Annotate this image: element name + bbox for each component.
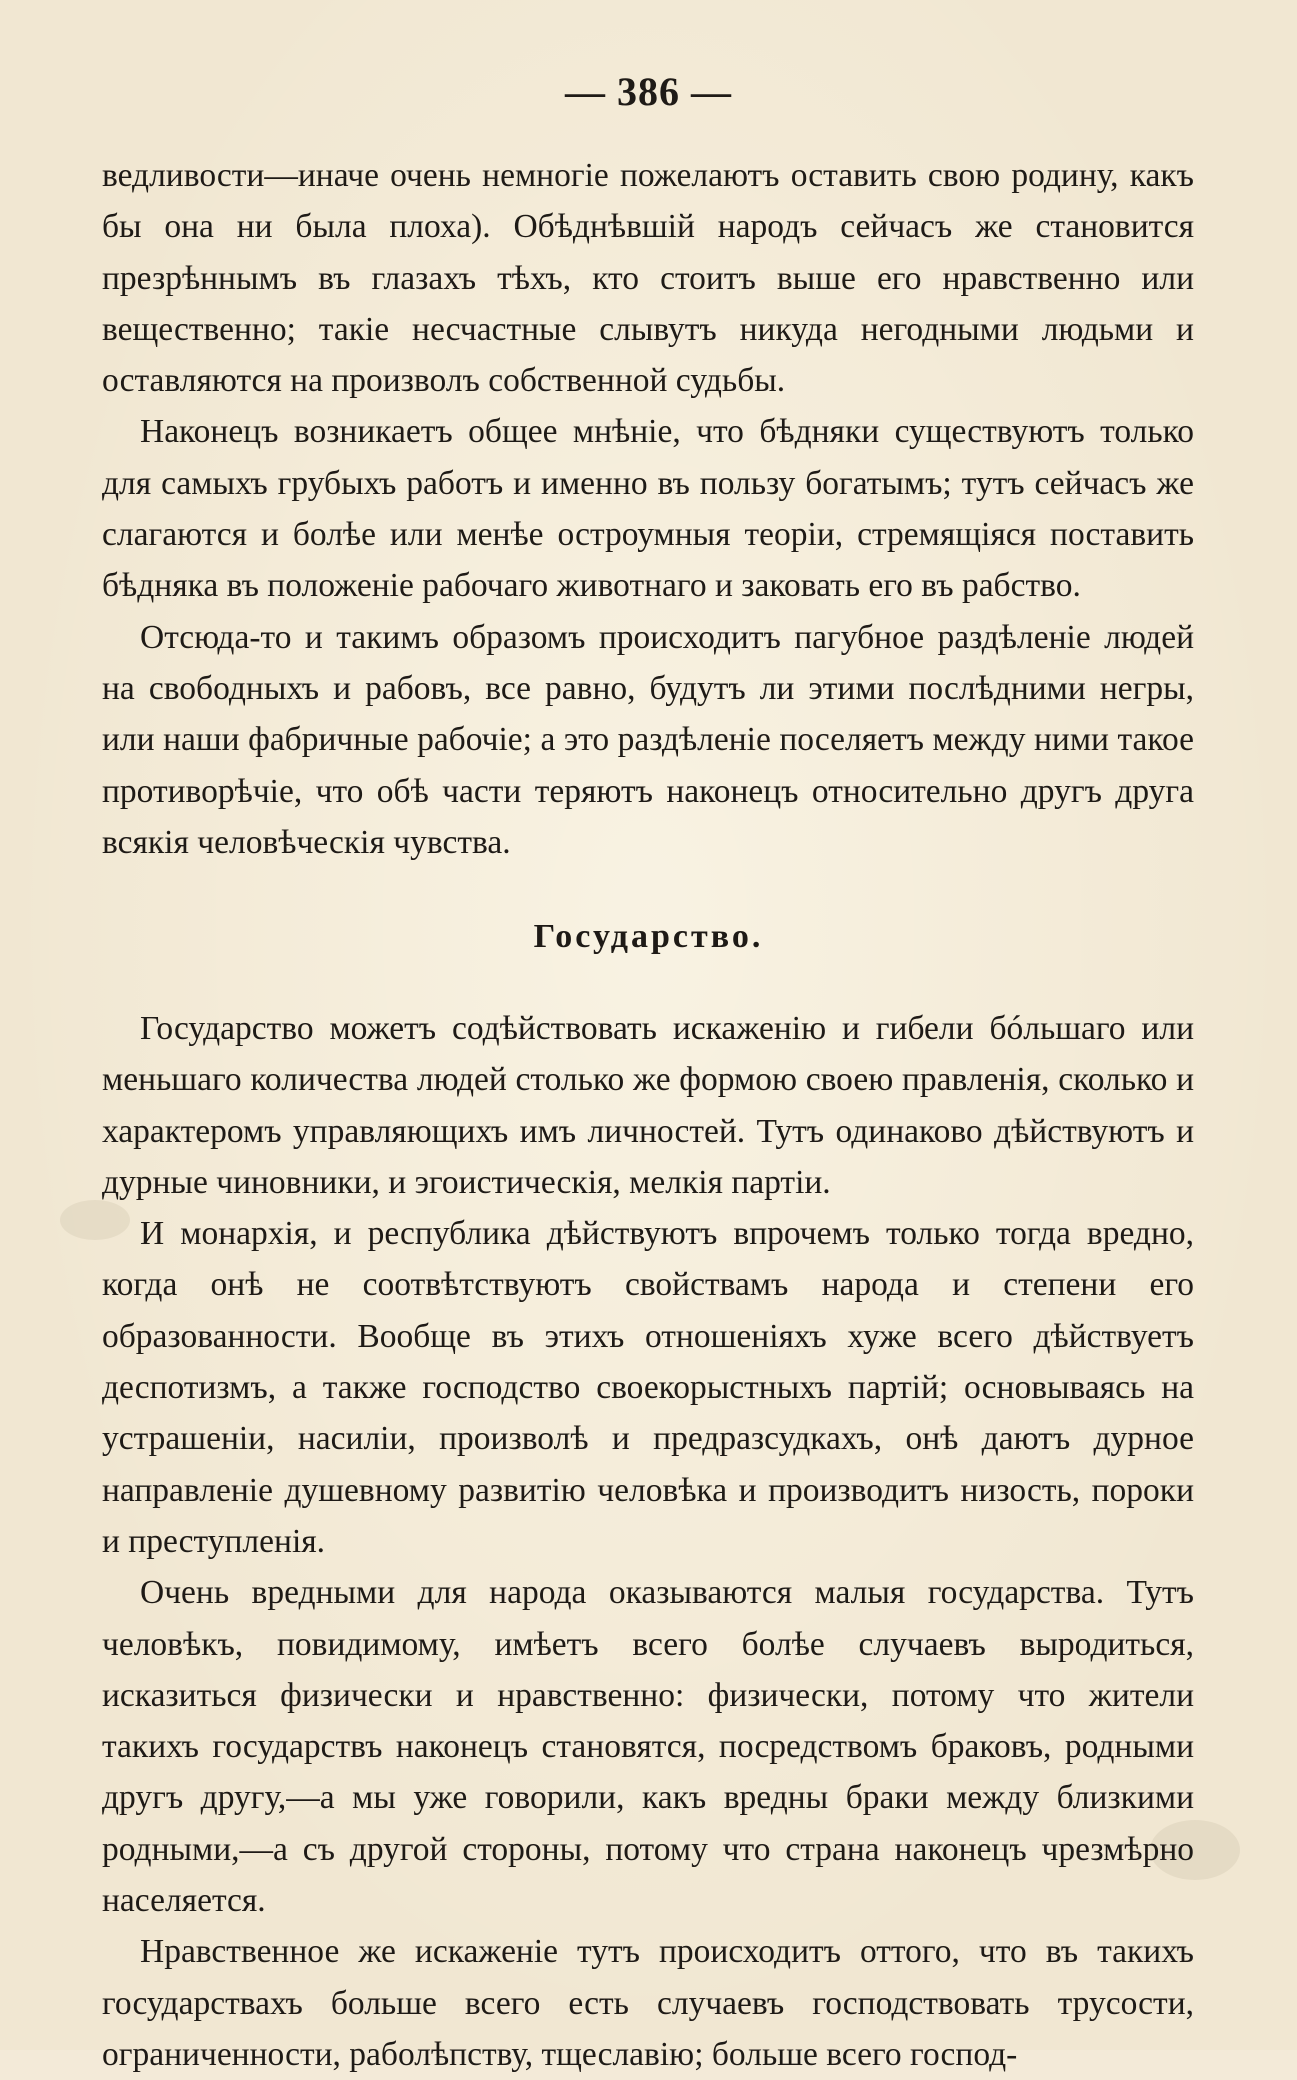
paragraph: Очень вредными для народа оказываются малыя государства. Тутъ человѣкъ, повидимому, имѣетъ всего болѣе случаевъ выродиться, исказиться физически и нравственно: физически, потому что жители такихъ государствъ наконецъ становятся, посредствомъ браковъ, родными другъ другу,—а мы уже говорили, какъ вредны браки между близкими родными,—а съ другой стороны, потому что страна наконецъ чрезмѣрно населяется. [102,1574,1194,1920]
paragraph: ведливости—иначе очень немногіе пожелаютъ оставить свою родину, какъ бы она ни была плоха). Обѣднѣвшій народъ сейчасъ же становится презрѣннымъ въ глазахъ тѣхъ, кто стоитъ выше его нравственно или вещественно; такіе несчастные слывутъ никуда негодными людьми и оставляются на произволъ собственной судьбы. [102,157,1194,400]
paragraph: Государство можетъ содѣйствовать искаженію и гибели бóльшаго или меньшаго количества людей столько же формою своею правленія, сколько и характеромъ управляющихъ имъ личностей. Тутъ одинаково дѣйствуютъ и дурные чиновники, и эгоистическія, мелкія партіи. [102,1010,1194,1201]
paragraph: И монархія, и республика дѣйствуютъ впрочемъ только тогда вредно, когда онѣ не соотвѣтствуютъ свойствамъ народа и степени его образованности. Вообще въ этихъ отношеніяхъ хуже всего дѣйствуетъ деспотизмъ, а также господство своекорыстныхъ партій; основываясь на устрашеніи, насиліи, произволѣ и предразсудкахъ, онѣ даютъ дурное направленіе душевному развитію человѣка и производитъ низость, пороки и преступленія. [102,1215,1194,1560]
page-number: — 386 — [565,69,732,114]
section-heading: Государство. [533,918,764,955]
paragraph: Наконецъ возникаетъ общее мнѣніе, что бѣдняки существуютъ только для самыхъ грубыхъ работъ и именно въ пользу богатымъ; тутъ сейчасъ же слагаются и болѣе или менѣе остроумныя теоріи, стремящіяся поставить бѣдняка въ положеніе рабочаго животнаго и заковать его въ рабство. [102,413,1194,605]
body-text-top [102,150,1194,868]
body-text-section [102,1003,1194,2080]
paragraph: Нравственное же искаженіе тутъ происходитъ оттого, что въ такихъ государствахъ больше всего есть случаевъ господствовать трусости, ограниченности, раболѣпству, тщеславію; больше всего господ- [102,1933,1194,2073]
paragraph: Отсюда-то и такимъ образомъ происходитъ пагубное раздѣленіе людей на свободныхъ и рабовъ, все равно, будутъ ли этими послѣдними негры, или наши фабричные рабочіе; а это раздѣленіе поселяетъ между ними такое противорѣчіе, что обѣ части теряютъ наконецъ относительно другъ друга всякія человѣческія чувства. [102,618,1194,861]
